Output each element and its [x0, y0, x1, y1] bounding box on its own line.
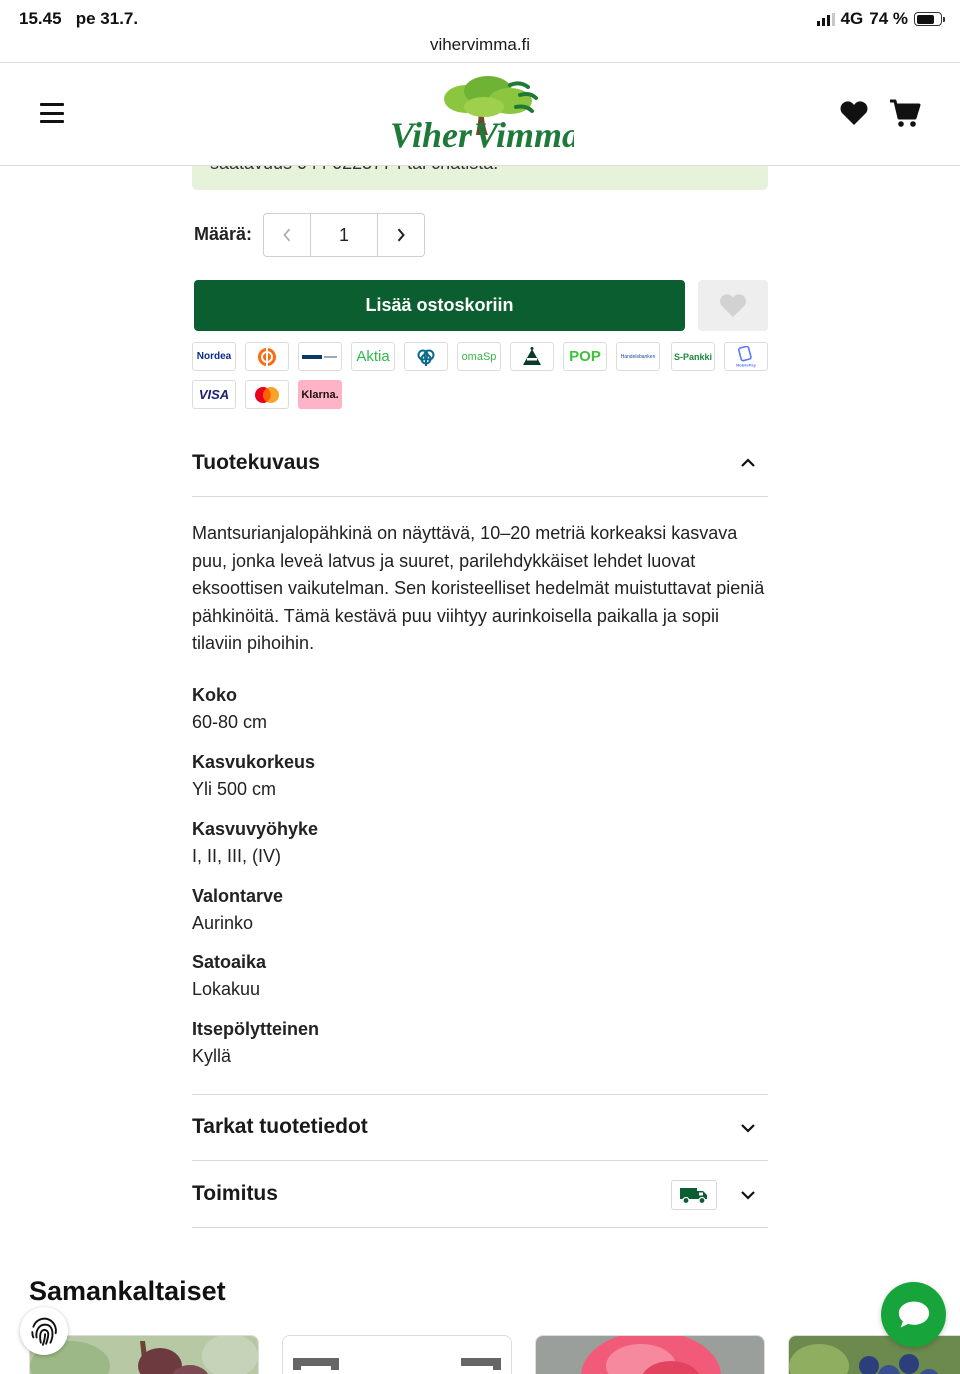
payment-pop: POP: [563, 342, 607, 371]
spec-value: Kyllä: [192, 1046, 232, 1066]
payment-handelsbanken: Handelsbanken: [616, 342, 660, 371]
quantity-stepper: [263, 213, 425, 257]
spec-label: Valontarve: [192, 886, 284, 906]
signal-icon: [817, 13, 835, 26]
chevron-down-icon[interactable]: [738, 1185, 758, 1205]
chevron-right-icon: [396, 227, 406, 243]
payment-aktia: Aktia: [351, 342, 395, 371]
spec-value: I, II, III, (IV): [192, 846, 282, 866]
similar-products-title: Samankaltaiset: [29, 1276, 226, 1306]
hamburger-menu-icon[interactable]: [40, 103, 64, 123]
product-image: [789, 1336, 960, 1374]
spec-value: Lokakuu: [192, 979, 261, 999]
spec-label: Satoaika: [192, 952, 267, 972]
quantity-decrease-button[interactable]: [264, 214, 310, 256]
spec-label: Itsepölytteinen: [192, 1019, 320, 1039]
truck-icon: [671, 1180, 717, 1210]
similar-product-card[interactable]: [282, 1335, 512, 1374]
quantity-increase-button[interactable]: [378, 214, 424, 256]
spec-label: Kasvukorkeus: [192, 752, 316, 772]
payment-saastopankki: [404, 342, 448, 371]
accordion-title-details[interactable]: Tarkat tuotetiedot: [192, 1115, 368, 1138]
cart-icon[interactable]: [889, 98, 921, 128]
add-to-cart-button[interactable]: Lisää ostoskoriin: [194, 280, 685, 331]
fingerprint-icon[interactable]: [20, 1307, 68, 1355]
quantity-label: Määrä:: [194, 224, 253, 244]
product-image: [536, 1336, 765, 1374]
payment-alandsbanken: [510, 342, 554, 371]
network-type: 4G: [840, 9, 864, 28]
product-description: Mantsurianjalopähkinä on näyttävä, 10–20 metriä korkeaksi kasvava puu, jonka leveä latvus ja suuret, parilehdykkäiset lehdet luovat eksoottisen vaikutelman. Sen koristeelliset hedelmät muistuttavat pieniä pähkinöitä. Tämä kestävä puu viihtyy aurinkoisella paikalla ja sopii tilaviin pihoihin.: [192, 523, 765, 654]
spec-value: 60-80 cm: [192, 712, 268, 732]
status-time: [19, 9, 138, 29]
status-bar: [0, 0, 960, 36]
payment-s-pankki: S-Pankki: [671, 342, 715, 371]
divider: [192, 1227, 768, 1228]
add-to-wishlist-button[interactable]: [698, 280, 768, 331]
spec-value: Aurinko: [192, 913, 254, 933]
logo-text-viher: Viher: [390, 115, 473, 155]
battery-icon: [914, 12, 942, 26]
divider: [192, 1160, 768, 1161]
status-indicators: [817, 9, 942, 29]
site-logo[interactable]: [388, 73, 574, 159]
chevron-left-icon: [282, 227, 292, 243]
chat-bubble-icon: [896, 1299, 932, 1331]
chat-button[interactable]: [881, 1282, 946, 1347]
similar-product-card[interactable]: [788, 1335, 960, 1374]
chevron-down-icon[interactable]: [738, 1118, 758, 1138]
payment-visa: VISA: [192, 380, 236, 409]
address-bar[interactable]: vihervimma.fi: [429, 35, 531, 54]
payment-nordea: Nordea: [192, 342, 236, 371]
accordion-title-description[interactable]: Tuotekuvaus: [192, 451, 320, 474]
payment-klarna: Klarna.: [298, 380, 342, 409]
status-clock: 15.45: [19, 9, 62, 28]
mobilepay-label: MobilePay: [736, 362, 756, 367]
similar-product-card[interactable]: [535, 1335, 765, 1374]
divider: [192, 496, 768, 497]
logo-text-vimma: Vimma: [474, 115, 574, 155]
status-date: pe 31.7.: [75, 9, 139, 28]
payment-mobilepay: [724, 342, 768, 371]
accordion-title-delivery[interactable]: Toimitus: [192, 1182, 278, 1205]
payment-op: [245, 342, 289, 371]
product-image-placeholder: [283, 1336, 512, 1374]
spec-value: Yli 500 cm: [192, 779, 277, 799]
battery-percent: 74 %: [869, 9, 908, 28]
quantity-input[interactable]: 1: [310, 214, 378, 256]
wishlist-heart-icon[interactable]: [840, 100, 868, 126]
heart-icon: [719, 293, 747, 318]
spec-label: Kasvuvyöhyke: [192, 819, 319, 839]
payment-mastercard: [245, 380, 289, 409]
chevron-up-icon[interactable]: [738, 453, 758, 473]
site-header: [0, 62, 960, 166]
payment-danske-bank: [298, 342, 342, 371]
divider: [192, 1094, 768, 1095]
spec-label: Koko: [192, 685, 237, 705]
payment-omasp: omaSp: [457, 342, 501, 371]
